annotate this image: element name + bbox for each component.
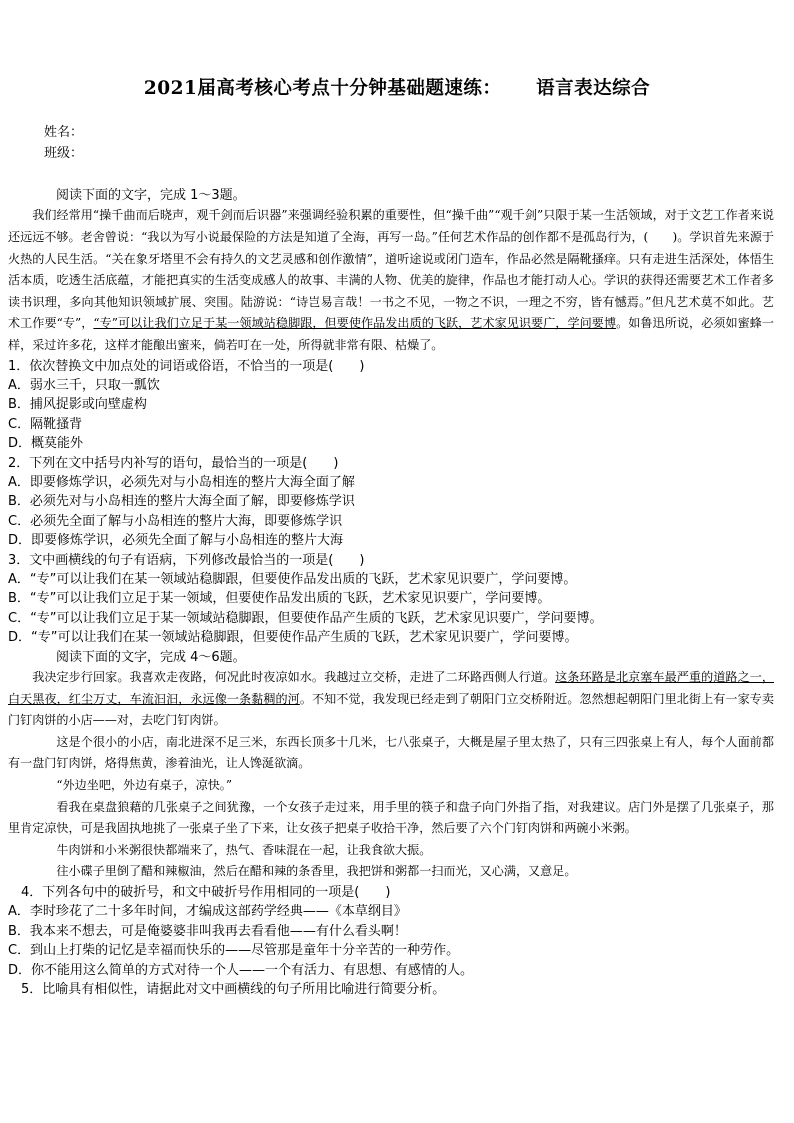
- q4-option-b: B．我本来不想去，可是俺婆婆非叫我再去看看他——有什么看头啊！: [8, 923, 407, 939]
- underlined-sentence-b: 这条环路是北京塞车最严重的道路之一，白天黑夜，红尘万丈，车流汩汩，永远像一条黏稠的河: [8, 670, 774, 706]
- question-1: 1．依次替换文中加点处的词语或俗语，不恰当的一项是( ): [8, 358, 365, 374]
- page-title: 2021届高考核心考点十分钟基础题速练： 语言表达综合: [143, 78, 651, 99]
- q2-option-d: D．即要修炼学识，必须先全面了解与小岛相连的整片大海: [8, 533, 344, 549]
- q4-option-d: D．你不能用这么简单的方式对待一个人——一个有活力、有思想、有感情的人。: [8, 962, 474, 978]
- passage-b: 我决定步行回家。我喜欢走夜路，何况此时夜凉如水。我越过立交桥，走进了二环路西侧人行道。这条环路是北京塞车最严重的道路之一，白天黑夜，红尘万丈，车流汩汩，永远像一条黏稠的河。不知不觉，我发现已经走到了朝阳门立交桥附近。忽然想起朝阳门里北街上有一家专卖门钉肉饼的小店——对，去吃门钉肉饼。: [8, 670, 774, 728]
- q2-option-c: C．必须先全面了解与小岛相连的整片大海，即要修炼学识: [8, 513, 343, 529]
- passage-f: 牛肉饼和小米粥很快都端来了，热气、香味混在一起，让我食欲大振。: [56, 842, 432, 857]
- q4-option-a: A．李时珍花了二十多年时间，才编成这部药学经典——《本草纲目》: [8, 904, 407, 920]
- class-label: 班级：: [44, 146, 84, 161]
- q1-option-b: B．捕风捉影或向壁虚构: [8, 397, 147, 413]
- passage-g: 往小碟子里倒了醋和辣椒油，然后在醋和辣的条香里，我把饼和粥都一扫而光，又心满，又意足。: [56, 864, 577, 879]
- question-2: 2．下列在文中括号内补写的语句，最恰当的一项是( ): [8, 455, 339, 471]
- question-3: 3．文中画横线的句子有语病，下列修改最恰当的一项是( ): [8, 552, 365, 568]
- q3-option-c: C．“专”可以让我们立足于某一领域站稳脚跟，但要使作品产生质的飞跃，艺术家见识要广，学问要博。: [8, 610, 603, 626]
- q1-option-c: C．隔靴搔背: [8, 416, 83, 432]
- passage-d: “外边坐吧，外边有桌子，凉快。”: [56, 778, 233, 793]
- q3-option-d: D．“专”可以让我们在某一领域站稳脚跟，但要使作品产生质的飞跃，艺术家见识要广，学问要博。: [8, 630, 578, 646]
- section2-intro: 阅读下面的文字，完成 4～6题。: [56, 649, 246, 665]
- passage-e: 看我在桌盘狼藉的几张桌子之间犹豫，一个女孩子走过来，用手里的筷子和盘子向门外指了指，对我建议。店门外是摆了几张桌子，那里肯定凉快，可是我固执地挑了一张桌子坐了下来，让女孩子把桌子收拾干净，然后要了六个门钉肉饼和两碗小米粥。: [8, 799, 774, 836]
- question-4: 4．下列各句中的破折号，和文中破折号作用相同的一项是( ): [21, 885, 391, 900]
- q1-option-d: D．概莫能外: [8, 436, 84, 452]
- q3-option-b: B．“专”可以让我们立足于某一领域，但要使作品发出质的飞跃，艺术家见识要广，学问要博。: [8, 591, 551, 607]
- section1-intro: 阅读下面的文字，完成 1～3题。: [56, 188, 246, 203]
- underlined-sentence-a: “专”可以让我们立足于某一领域站稳脚跟，但要使作品发出质的飞跃，艺术家见识要广，学问要博: [93, 316, 617, 331]
- document-body: [8, 186, 774, 999]
- q1-option-a: A．弱水三千，只取一瓢饮: [8, 377, 160, 393]
- q2-option-b: B．必须先对与小岛相连的整片大海全面了解，即要修炼学识: [8, 494, 355, 510]
- question-5: 5．比喻具有相似性，请据此对文中画横线的句子所用比喻进行简要分析。: [21, 982, 446, 998]
- q3-option-a: A．“专”可以让我们在某一领域站稳脚跟，但要使作品发出质的飞跃，艺术家见识要广，学问要博。: [8, 572, 577, 588]
- passage-c: 这是个很小的小店，南北进深不足三米，东西长顶多十几米，七八张桌子，大概是屋子里太热了，只有三四张桌上有人，每个人面前都有一盘门钉肉饼，烙得焦黄，渗着油光，让人馋涎欲滴。: [8, 734, 774, 771]
- passage-a: 我们经常用“操千曲而后晓声，观千剑而后识器”来强调经验积累的重要性，但“操千曲”“观千剑”只限于某一生活领域，对于文艺工作者来说还远远不够。老舍曾说：“我以为写小说最保险的方法是知道了全海，再写一岛。”任何艺术作品的创作都不是孤岛行为，( )。学识首先来源于火热的人民生活。“关在象牙塔里不会有持久的文艺灵感和创作激情”，道听途说或闭门造车，作品必然是隔靴搔痒。只有走进生活深处，体悟生活本质，吃透生活底蕴，才能把真实的生活变成感人的故事、丰满的人物、优美的旋律，作品也才能打动人心。学识的获得还需要艺术工作者多读书识理，多向其他知识领域扩展、突围。陆游说：“诗岂易言哉！一书之不见，一物之不识，一理之不穷，皆有憾焉。”但凡艺术莫不如此。艺术工作要“专”，“专”可以让我们立足于某一领域站稳脚跟，但要使作品发出质的飞跃，艺术家见识要广，学问要博。如鲁迅所说，必须如蜜蜂一样，采过许多花，这样才能酿出蜜来，倘若叮在一处，所得就非常有限、枯燥了。: [8, 208, 774, 352]
- q4-option-c: C．到山上打柴的记忆是幸福而快乐的——尽管那是童年十分辛苦的一种劳作。: [8, 943, 460, 959]
- name-label: 姓名：: [44, 125, 84, 140]
- q2-option-a: A．即要修炼学识，必须先对与小岛相连的整片大海全面了解: [8, 475, 355, 490]
